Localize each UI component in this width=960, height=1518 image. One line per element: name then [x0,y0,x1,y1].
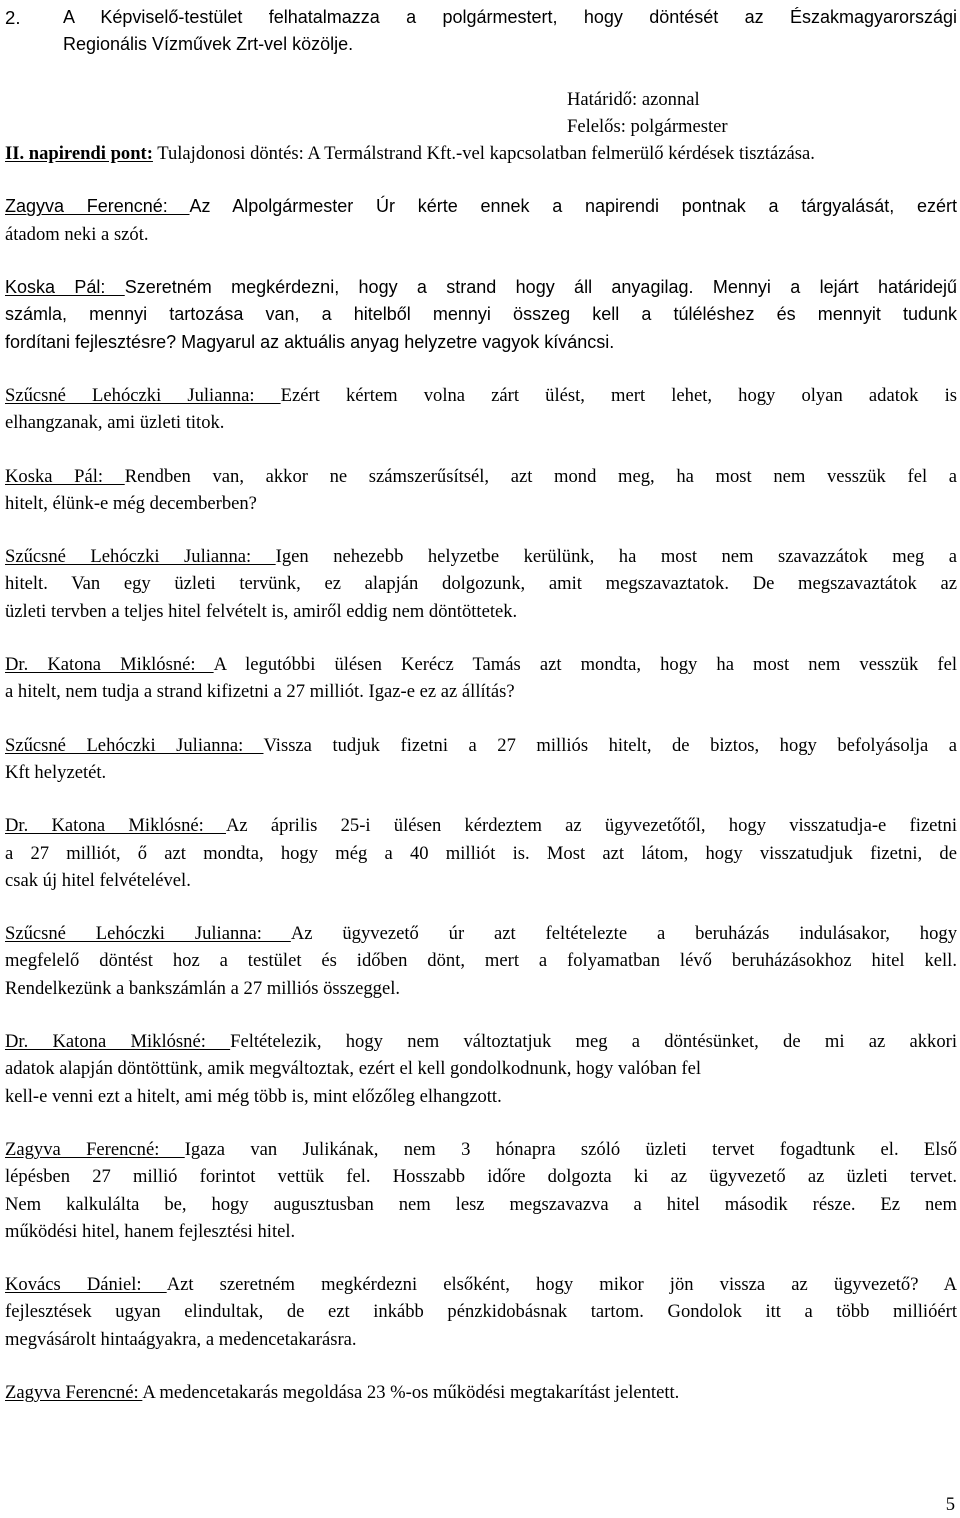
item-number: 2. [5,7,21,28]
speaker-name: Kovács Dániel: [5,1274,167,1296]
paragraph: Koska Pál: Rendben van, akkor ne számszerűsítsél, azt mond meg, ha most nem vesszük fel a hitelt, élünk-e még decemberben? [5,465,958,514]
paragraph: Zagyva Ferencné: Igaza van Julikának, nem 3 hónapra szóló üzleti tervet fogadtunk el. Első lépésben 27 millió forintot vettük fel. Hosszabb időre dolgozta ki az ügyvezető az üzleti tervet. Nem kalkulálta be, hogy augusztusban nem lesz megszavazva a hitel második része. Ez nem működési hitel, hanem fejlesztési hitel. [5,1138,957,1242]
agenda-item [5,140,957,167]
speaker-name: Szűcsné Lehóczki Julianna: [5,734,264,756]
agenda-label: II. napirendi pont: [5,143,153,165]
speaker-name: Szűcsné Lehóczki Julianna: [5,384,281,406]
paragraph: Kovács Dániel: Azt szeretném megkérdezni elsőként, hogy mikor jön vissza az ügyvezető? A fejlesztések ugyan elindultak, de ezt inkább pénzkidobásnak tartom. Gondolok itt a több millióért megvásárolt hintaágyakra, a medencetakarásra. [5,1274,957,1350]
paragraph: Szűcsné Lehóczki Julianna: Vissza tudjuk fizetni a 27 milliós hitelt, de biztos, hogy befolyásolja a Kft helyzetét. [5,734,958,783]
speaker-name: Dr. Katona Miklósné: [5,815,226,837]
minutes-body [5,193,957,1406]
deadline-block [567,86,957,141]
item-line-2: Regionális Vízművek Zrt-vel közölje. [63,34,354,55]
paragraph: Koska Pál: Szeretném megkérdezni, hogy a strand hogy áll anyagilag. Mennyi a lejárt határidejű számla, mennyi tartozása van, a hitelből mennyi összeg kell a túléléshez és mennyit tudunk fordítani fejlesztésre? Magyarul az aktuális anyag helyzetre vagyok kíváncsi. [5,277,957,352]
speaker-name: Szűcsné Lehóczki Julianna: [5,923,291,945]
speaker-name: Szűcsné Lehóczki Julianna: [5,546,276,568]
paragraph: Szűcsné Lehóczki Julianna: Ezért kértem volna zárt ülést, mert lehet, hogy olyan adatok is elhangzanak, ami üzleti titok. [5,384,957,434]
paragraph: Szűcsné Lehóczki Julianna: Az ügyvezető úr azt feltételezte a beruházás indulásakor, hogy megfelelő döntést hoz a testület és időben dönt, mert a folyamatban lévő beruházásokhoz hitel kell. Rendelkezünk a bankszámlán a 27 milliós összeggel. [5,923,957,999]
speaker-name: Koska Pál: [5,277,125,298]
deadline-line: Határidő: azonnal [567,88,700,110]
agenda-text: Tulajdonosi döntés: A Termálstrand Kft.-vel kapcsolatban felmerülő kérdések tisztázása. [152,143,815,165]
speaker-name: Koska Pál: [5,465,125,487]
speaker-name: Dr. Katona Miklósné: [5,1031,231,1053]
paragraph: Szűcsné Lehóczki Julianna: Igen nehezebb helyzetbe kerülünk, ha most nem szavazzátok meg a hitelt. Van egy üzleti tervünk, ez alapján dolgozunk, amit megszavaztatok. De megszavaztátok az üzleti tervben a teljes hitel felvételt is, amiről eddig nem döntöttetek. [5,546,957,622]
paragraph: Zagyva Ferencné: A medencetakarás megoldása 23 %-os működési megtakarítást jelentett. [5,1381,680,1403]
paragraph: Dr. Katona Miklósné: A legutóbbi ülésen Kerécz Tamás azt mondta, hogy ha most nem vesszük fel a hitelt, nem tudja a strand kifizetni a 27 milliót. Igaz-e ez az állítás? [5,654,957,703]
paragraph: Dr. Katona Miklósné: Feltételezik, hogy nem változtatjuk meg a döntésünket, de mi az akkori adatok alapján döntöttünk, amik megváltoztak, ezért el kell gondolkodnunk, hogy valóban fel kell-e venni ezt a hitelt, ami még több is, mint előzőleg elhangzott. [5,1031,958,1107]
speaker-name: Zagyva Ferencné: [5,1381,143,1403]
speaker-name: Zagyva Ferencné: [5,1138,185,1160]
speaker-name: Dr. Katona Miklósné: [5,654,214,676]
paragraph: Zagyva Ferencné: Az Alpolgármester Úr kérte ennek a napirendi pontnak a tárgyalását, ezért átadom neki a szót. [5,196,957,245]
item-line-1: A Képviselő-testület felhatalmazza a polgármestert, hogy döntését az Északmagyarországi [63,7,957,27]
paragraph: Dr. Katona Miklósné: Az április 25-i ülésen kérdeztem az ügyvezetőtől, hogy visszatudja-e fizetni a 27 milliót, ő azt mondta, hogy még a 40 milliót is. Most azt látom, hogy visszatudjuk fizetni, de csak új hitel felvételével. [5,815,957,891]
resolution-item-2 [5,4,957,59]
page-number: 5 [945,1493,955,1515]
speaker-name: Zagyva Ferencné: [5,196,190,217]
responsible-line: Felelős: polgármester [567,115,728,137]
